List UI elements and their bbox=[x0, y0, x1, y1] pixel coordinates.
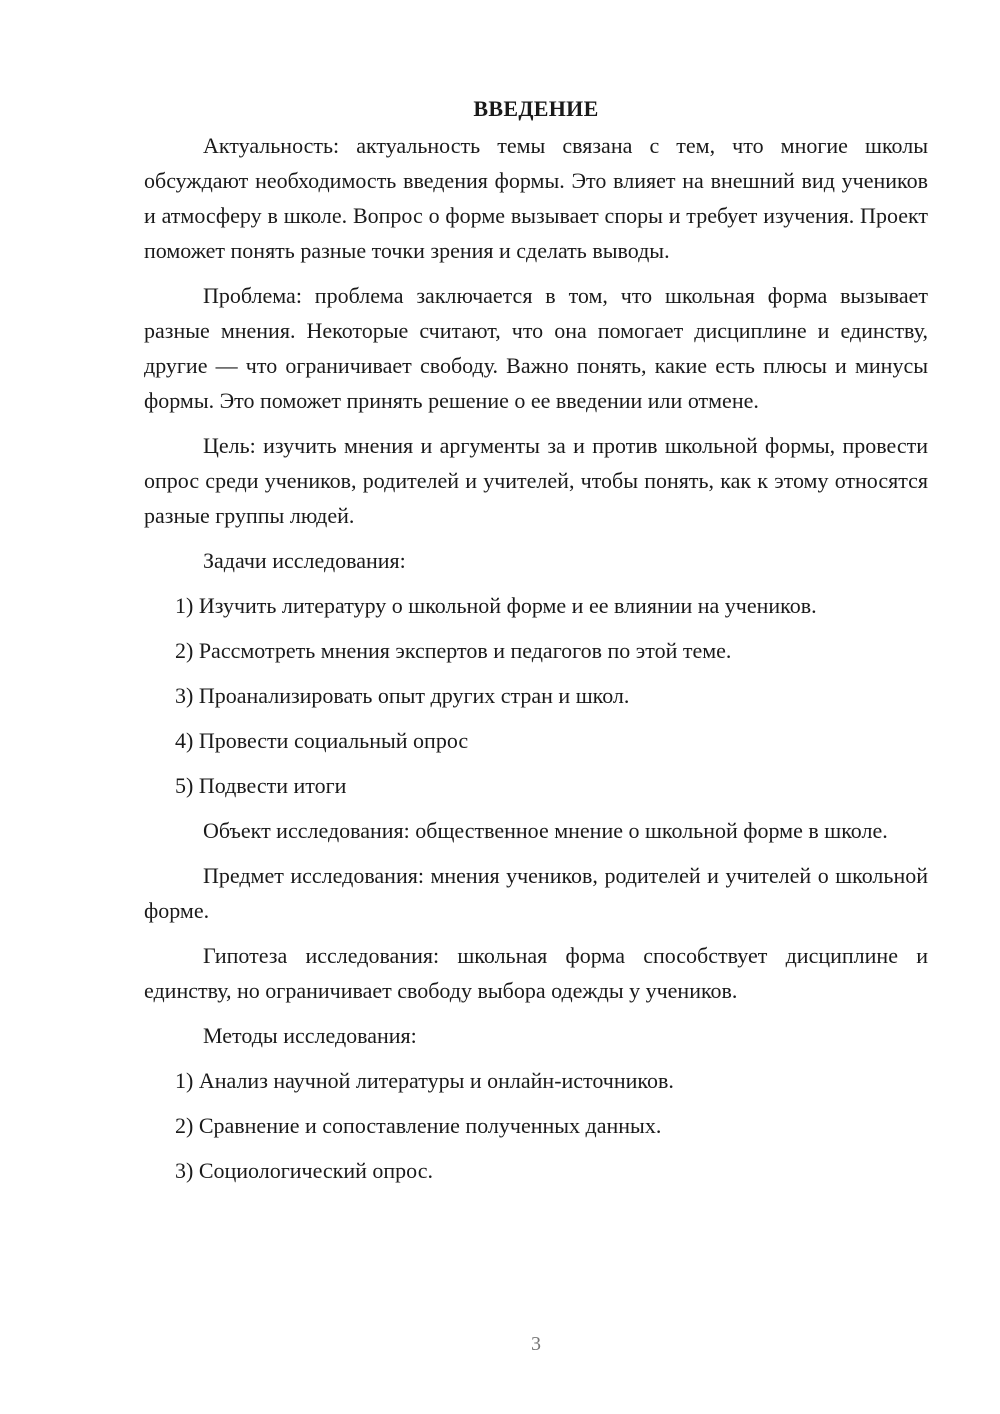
page-number: 3 bbox=[531, 1333, 541, 1355]
hypothesis-paragraph: Гипотеза исследования: школьная форма способствует дисциплине и единству, но ограничивает свободу выбора одежды у учеников. bbox=[144, 943, 928, 1003]
goal-paragraph: Цель: изучить мнения и аргументы за и против школьной формы, провести опрос среди учеников, родителей и учителей, чтобы понять, как к этому относятся разные группы людей. bbox=[144, 433, 928, 528]
list-item: 2) Сравнение и сопоставление полученных данных. bbox=[175, 1113, 662, 1138]
list-item: 1) Анализ научной литературы и онлайн-источников. bbox=[175, 1068, 674, 1093]
list-item: 3) Проанализировать опыт других стран и школ. bbox=[175, 683, 630, 708]
list-item: 1) Изучить литературу о школьной форме и ее влиянии на учеников. bbox=[175, 593, 817, 618]
tasks-list bbox=[144, 588, 928, 803]
methods-heading: Методы исследования: bbox=[203, 1023, 417, 1048]
list-item: 2) Рассмотреть мнения экспертов и педагогов по этой теме. bbox=[175, 638, 732, 663]
subject-paragraph: Предмет исследования: мнения учеников, родителей и учителей о школьной форме. bbox=[144, 863, 928, 923]
methods-list bbox=[144, 1063, 928, 1188]
list-item: 5) Подвести итоги bbox=[175, 773, 347, 798]
object-paragraph: Объект исследования: общественное мнение о школьной форме в школе. bbox=[203, 818, 888, 843]
document-page bbox=[144, 92, 928, 1198]
problem-paragraph: Проблема: проблема заключается в том, что школьная форма вызывает разные мнения. Некоторые считают, что она помогает дисциплине и единству, другие — что ограничивает свободу. Важно понять, какие есть плюсы и минусы формы. Это поможет принять решение о ее введении или отмене. bbox=[144, 283, 928, 413]
list-item: 3) Социологический опрос. bbox=[175, 1158, 433, 1183]
relevance-paragraph: Актуальность: актуальность темы связана с тем, что многие школы обсуждают необходимость введения формы. Это влияет на внешний вид учеников и атмосферу в школе. Вопрос о форме вызывает споры и требует изучения. Проект поможет понять разные точки зрения и сделать выводы. bbox=[144, 133, 928, 263]
section-title: ВВЕДЕНИЕ bbox=[473, 96, 599, 121]
list-item: 4) Провести социальный опрос bbox=[175, 728, 469, 753]
tasks-heading: Задачи исследования: bbox=[203, 548, 406, 573]
